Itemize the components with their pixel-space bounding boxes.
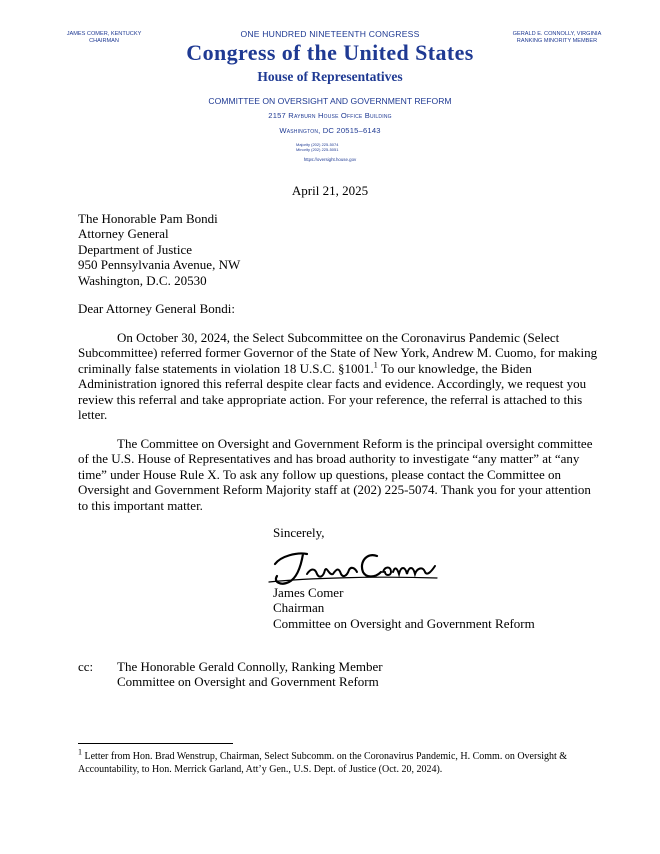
phone-minority: Minority (202) 225-5051 — [296, 147, 339, 152]
body-paragraph-2: The Committee on Oversight and Government Reform is the principal oversight committee of the U.S. House of Representatives and has broad authority to investigate “any matter” at “any time” under House Rule X. To ask any follow up questions, please contact the Committee on Oversight and Government Reform Majority staff at (202) 225-5074. Thank you for your attention to this important matter. — [78, 436, 593, 513]
committee-name: COMMITTEE ON OVERSIGHT AND GOVERNMENT REFORM — [208, 96, 452, 106]
chairman-name: JAMES COMER, KENTUCKY — [66, 31, 142, 37]
ranking-member-title: RANKING MINORITY MEMBER — [516, 38, 598, 44]
footnote-marker: 1 — [78, 747, 82, 757]
signer-name: James Comer — [273, 585, 344, 600]
addressee-line: Attorney General — [78, 226, 169, 242]
footnote — [78, 747, 598, 776]
addressee-line: Department of Justice — [78, 241, 193, 257]
phone-majority: Majority (202) 225-5074 — [296, 142, 339, 147]
closing: Sincerely, — [273, 525, 325, 540]
office-city: Washington, DC 20515–6143 — [279, 126, 381, 135]
letter-date: April 21, 2025 — [291, 183, 369, 198]
footnote-divider — [78, 743, 233, 744]
congress-title: Congress of the United States — [186, 40, 474, 65]
signature-image — [267, 542, 439, 590]
cc-line: The Honorable Gerald Connolly, Ranking Member — [117, 659, 383, 674]
website-link[interactable]: https://oversight.house.gov — [303, 157, 357, 162]
paragraph-1-text-b: To our knowledge, the Biden Administration ignored this referral despite clear facts and evidence. Accordingly, we request you review this referral and take appropriate action. For your reference, the referral is attached to this letter. — [78, 360, 587, 423]
cc-recipients — [117, 659, 383, 690]
signer-committee: Committee on Oversight and Government Reform — [273, 615, 535, 631]
addressee-line: The Honorable Pam Bondi — [78, 211, 218, 226]
salutation: Dear Attorney General Bondi: — [78, 301, 236, 316]
chairman-title: CHAIRMAN — [89, 38, 119, 44]
cc-label: cc: — [78, 659, 94, 674]
signer-block — [273, 585, 535, 631]
addressee-line: 950 Pennsylvania Avenue, NW — [78, 257, 241, 273]
house-title: House of Representatives — [257, 69, 403, 84]
ranking-member-name: GERALD E. CONNOLLY, VIRGINIA — [512, 31, 602, 37]
addressee-block — [78, 211, 240, 288]
signer-title: Chairman — [273, 600, 325, 616]
footnote-text: Letter from Hon. Brad Wenstrup, Chairman, Select Subcomm. on the Coronavirus Pandemic, H. Comm. on Oversight & Accountability, to Hon. Merrick Garland, Att’y Gen., U.S. Dept. of Justice (Oct. 20, 2024). — [78, 751, 568, 775]
body-paragraph-1 — [78, 330, 602, 422]
paragraph-1-text-a: On October 30, 2024, the Select Subcommittee on the Coronavirus Pandemic (Select Subcommittee) referred former Governor of the State of New York, Andrew M. Cuomo, for making criminally false statements in violation 18 U.S.C. §1001. — [78, 330, 598, 376]
office-address: 2157 Rayburn House Office Building — [268, 111, 392, 120]
congress-number: ONE HUNDRED NINETEENTH CONGRESS — [240, 29, 420, 39]
addressee-line: Washington, D.C. 20530 — [78, 272, 207, 288]
footnote-reference[interactable]: 1 — [373, 360, 378, 370]
cc-line: Committee on Oversight and Government Reform — [117, 674, 379, 690]
